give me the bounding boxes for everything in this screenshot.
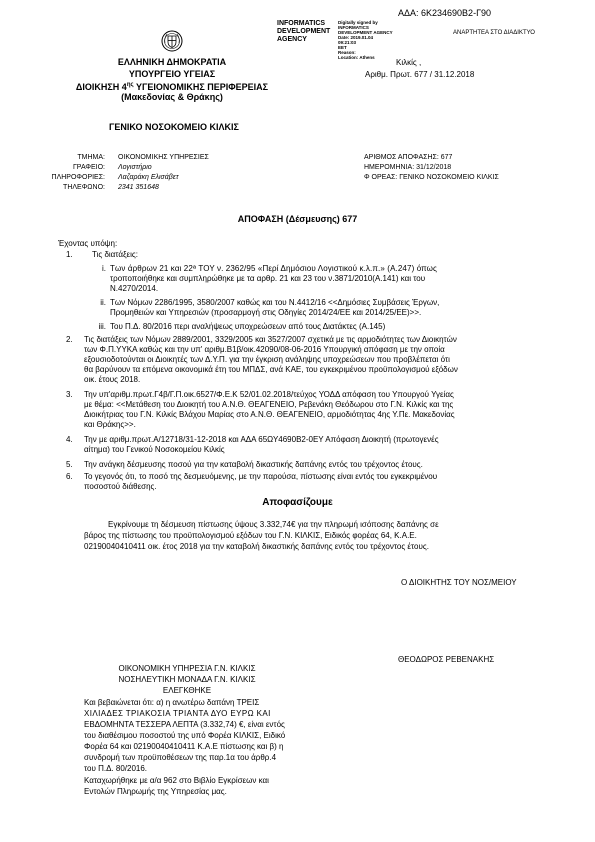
item-4-num: 4. bbox=[66, 435, 73, 444]
item-1-num: 1. bbox=[66, 250, 73, 259]
header-ministry: ΥΠΟΥΡΓΕΙΟ ΥΓΕΙΑΣ bbox=[128, 69, 216, 79]
control-checked: ΕΛΕΓΚΘΗΚΕ bbox=[162, 686, 212, 695]
control-body-line: ΧΙΛΙΑΔΕΣ ΤΡΙΑΚΟΣΙΑ ΤΡΙΑΝΤΑ ΔΥΟ ΕΥΡΩ ΚΑΙ bbox=[84, 709, 271, 718]
signature-line: Digitally signed by bbox=[338, 20, 378, 25]
item-4-line: Την με αριθμ.πρωτ.Α/12718/31-12-2018 και ΑΔΑ 65ΩΥ4690Β2-0ΕΥ Απόφαση Διοικητή (πρωτογενές bbox=[84, 435, 439, 444]
item-3-line: με θέμα: <<Μετάθεση του Διοικητή του Α.Ν.Θ. ΘΕΑΓΕΝΕΙΟ, Ρεβενάκη Θεόδωρου στο Γ.Ν. Κιλκίς και της bbox=[84, 400, 454, 409]
stamp-line-2: DEVELOPMENT bbox=[277, 28, 331, 35]
info-value-department: ΟΙΚΟΝΟΜΙΚΗΣ ΥΠΗΡΕΣΙΕΣ bbox=[118, 154, 209, 161]
control-body-line: Και βεβαιώνεται ότι: α) η ανωτέρω δαπάνη ΤΡΕΙΣ bbox=[84, 698, 260, 707]
item-ii-num: ii. bbox=[100, 298, 106, 307]
decision-entity: Φ ΟΡΕΑΣ: ΓΕΝΙΚΟ ΝΟΣΟΚΟΜΕΙΟ ΚΙΛΚΙΣ bbox=[364, 174, 499, 181]
hospital-name: ΓΕΝΙΚΟ ΝΟΣΟΚΟΜΕΙΟ ΚΙΛΚΙΣ bbox=[109, 122, 239, 132]
header-region-pre: ΔΙΟΙΚΗΣΗ 4 bbox=[75, 82, 127, 92]
stamp-line-3: AGENCY bbox=[277, 36, 307, 43]
item-1-line: Τις διατάξεις: bbox=[92, 250, 138, 259]
digital-signature-block bbox=[338, 20, 393, 60]
signature-line: Reason: bbox=[338, 50, 356, 55]
greek-emblem-icon bbox=[161, 30, 183, 52]
item-3-num: 3. bbox=[66, 390, 73, 399]
item-iii-line: Του Π.Δ. 80/2016 περι αναλήψεως υποχρεώσεων από τους Διατάκτες (Α.145) bbox=[110, 322, 386, 331]
header-republic: ΕΛΛΗΝΙΚΗ ΔΗΜΟΚΡΑΤΙΑ bbox=[117, 57, 227, 67]
item-ii-line: Των Νόμων 2286/1995, 3580/2007 καθώς και του Ν.4412/16 <<Δημόσιες Συμβάσεις Έργων, bbox=[110, 298, 440, 307]
stamp-line-1: INFORMATICS bbox=[277, 20, 326, 27]
item-2-line: οικ. έτους 2018. bbox=[84, 375, 141, 384]
header-region-sup: ης bbox=[126, 82, 134, 88]
item-iii-num: iii. bbox=[98, 322, 106, 331]
item-4-line: αίτημα) του Γενικού Νοσοκομείου Κιλκίς bbox=[84, 445, 225, 454]
info-value-contact: Λαζαράκη Ελισάβετ bbox=[118, 174, 179, 181]
decision-number: ΑΡΙΘΜΟΣ ΑΠΟΦΑΣΗΣ: 677 bbox=[364, 154, 453, 161]
item-6-num: 6. bbox=[66, 472, 73, 481]
item-3-line: Την υπ'αριθμ.πρωτ.Γ4β/Γ.Π.οικ.6527/Φ.Ε.Κ 52/01.02.2018/τεύχος ΥΟΔΔ απόφαση του Υπουργού Υγείας bbox=[84, 390, 454, 399]
item-i-num: i. bbox=[102, 264, 106, 273]
informatics-stamp bbox=[277, 20, 330, 44]
item-3-line: και Θράκης>>. bbox=[84, 420, 136, 429]
item-2-line: θα βαρύνουν τα επόμενα οικονομικά έτη του ΜΠΔΣ, ανά ΚΑΕ, του εγκεκριμένου προϋπολογισμού εξόδων bbox=[84, 365, 458, 374]
header-region-area: (Μακεδονίας & Θράκης) bbox=[121, 92, 223, 102]
control-body-line: Φορέα 64 και 02190040410411 Κ.Α.Ε πίστωσης και β) η bbox=[84, 742, 284, 751]
signature-line: Location: Athens bbox=[338, 55, 375, 60]
decide-title: Αποφασίζουμε bbox=[262, 497, 333, 508]
item-6-line: Το γεγονός ότι, το ποσό της δεσμευόμενης, με την παρούσα, πίστωσης είναι εντός του εγκεκριμένου bbox=[84, 472, 438, 481]
control-body-line: ΕΒΔΟΜΗΝΤΑ ΤΕΣΣΕΡΑ ΛΕΠΤΑ (3.332,74) €, είναι εντός bbox=[84, 720, 285, 729]
control-body-line: του διαθέσιμου ποσοστού της υπό Φορέα ΚΙΛΚΙΣ, Ειδικό bbox=[84, 731, 286, 740]
item-i-line: τροποποιήθηκε και συμπληρώθηκε με τα αρθρ. 21 και 23 του ν.3871/2010(Α.141) και του bbox=[110, 274, 426, 283]
signature-line: EET bbox=[338, 45, 347, 50]
item-6-line: ποσοστού διάθεσης. bbox=[84, 482, 157, 491]
header-region-post: ΥΓΕΙΟΝΟΜΙΚΗΣ ΠΕΡΙΦΕΡΕΙΑΣ bbox=[133, 82, 269, 92]
control-body-line: του Π.Δ. 80/2016. bbox=[84, 764, 148, 773]
signature-role: Ο ΔΙΟΙΚΗΤΗΣ ΤΟΥ ΝΟΣ/ΜΕΙΟΥ bbox=[401, 578, 517, 587]
item-ii-line: Προμηθειών και Υπηρεσιών (προσαρμογή στις Οδηγίες 2014/24/ΕΕ και 2014/25/ΕΕ)>>. bbox=[110, 308, 422, 317]
item-2-line: των Φ.Π.ΥΥΚΑ καθώς και την υπ' αριθμ.Β1β/οικ.42090/08-06-2016 Υπουργική απόφαση με την οποία bbox=[84, 345, 445, 354]
signature-line: INFORMATICS bbox=[338, 25, 369, 30]
item-3-line: Διοικήτριας του Γ.Ν. Κιλκίς Βλάχου Μαρίας στο Α.Ν.Θ. ΘΕΑΓΕΝΕΙΟ, αρμοδιότητας 4ης Υ.Πε. Μακεδονίας bbox=[84, 410, 455, 419]
control-unit: ΝΟΣΗΛΕΥΤΙΚΗ ΜΟΝΑΔΑ Γ.Ν. ΚΙΛΚΙΣ bbox=[118, 675, 256, 684]
item-5-num: 5. bbox=[66, 460, 73, 469]
signature-line: 09:21:03 bbox=[338, 40, 357, 45]
decide-line: Εγκρίνουμε τη δέσμευση πίστωσης ύψους 3.332,74€ για την πληρωμή ισόποσης δαπάνης σε bbox=[108, 520, 439, 529]
item-2-num: 2. bbox=[66, 335, 73, 344]
info-value-phone: 2341 351648 bbox=[118, 184, 159, 191]
signature-line: DEVELOPMENT AGENCY bbox=[338, 30, 393, 35]
info-value-office: Λογιστήριο bbox=[118, 164, 152, 171]
info-label-office: ΓΡΑΦΕΙΟ: bbox=[72, 164, 105, 171]
info-label-department: ΤΜΗΜΑ: bbox=[77, 154, 105, 161]
control-body-line: Εντολών Πληρωμής της Υπηρεσίας μας. bbox=[84, 787, 227, 796]
decision-date: ΗΜΕΡΟΜΗΝΙΑ: 31/12/2018 bbox=[364, 164, 452, 171]
decision-title: ΑΠΟΦΑΣΗ (Δέσμευσης) 677 bbox=[237, 214, 358, 224]
protocol-number: Αριθμ. Πρωτ. 677 / 31.12.2018 bbox=[365, 70, 475, 79]
signature-line: Date: 2019.01.04 bbox=[338, 35, 374, 40]
signature-name: ΘΕΟΔΩΡΟΣ ΡΕΒΕΝΑΚΗΣ bbox=[398, 655, 495, 664]
control-service: ΟΙΚΟΝΟΜΙΚΗ ΥΠΗΡΕΣΙΑ Γ.Ν. ΚΙΛΚΙΣ bbox=[118, 664, 256, 673]
info-label-phone: ΤΗΛΕΦΩΝΟ: bbox=[63, 184, 105, 191]
item-i-line: Των άρθρων 21 και 22ª ΤΟΥ ν. 2362/95 «Περί Δημόσιου Λογιστικού κ.λ.π.» (Α.247) όπως bbox=[110, 264, 438, 273]
intro-text: Έχοντας υπόψη: bbox=[58, 239, 118, 248]
posted-label: ΑΝΑΡΤΗΤΕΑ ΣΤΟ ΔΙΑΔΙΚΤΥΟ bbox=[453, 30, 535, 36]
decide-line: 02190040410411 οικ. έτος 2018 για την καταβολή δικαστικής δαπάνης εντός του τρέχοντος έτους. bbox=[84, 542, 429, 551]
item-2-line: εξουσιοδοτούνται οι Διοικητές των Δ.Υ.Π. για την έγκριση ανάληψης υποχρεώσεων που προβλέπεται ότι bbox=[84, 355, 450, 364]
item-2-line: Τις διατάξεις των Νόμων 2889/2001, 3329/2005 και 3527/2007 σχετικά με τις αρμοδιότητες των Διοικητών bbox=[84, 335, 457, 344]
city-label: Κιλκίς , bbox=[396, 58, 422, 67]
control-body-line: Καταχωρήθηκε με α/α 962 στο Βιβλίο Εγκρίσεων και bbox=[84, 776, 269, 785]
ada-code: ΑΔΑ: 6Κ234690Β2-Γ90 bbox=[398, 8, 492, 18]
info-label-contact: ΠΛΗΡΟΦΟΡΙΕΣ: bbox=[51, 174, 105, 181]
control-body-line: συνδρομή των προϋποθέσεων της παρ.1α του άρθρ.4 bbox=[84, 753, 277, 762]
item-i-line: Ν.4270/2014. bbox=[110, 284, 159, 293]
decide-line: βάρος της πίστωσης του προϋπολογισμού εξόδων του Γ.Ν. ΚΙΛΚΙΣ, Ειδικός φορέας 64, Κ.Α.Ε. bbox=[84, 531, 417, 540]
item-5-line: Την ανάγκη δέσμευσης ποσού για την καταβολή δικαστικής δαπάνης εντός του τρέχοντος έτους. bbox=[84, 460, 423, 469]
